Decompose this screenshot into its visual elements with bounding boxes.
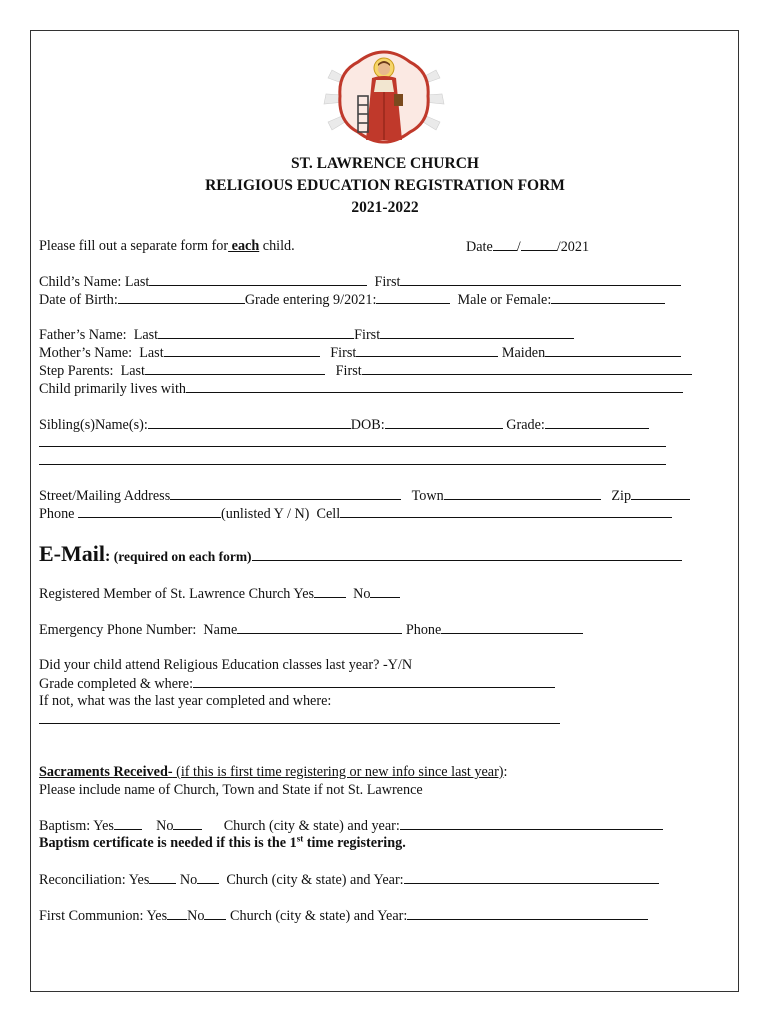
membership-row[interactable]: Registered Member of St. Lawrence Church Yes No [39, 584, 400, 603]
st-lawrence-logo [318, 48, 450, 148]
church-name: ST. LAWRENCE CHURCH [291, 155, 479, 172]
child-name-row[interactable]: Child’s Name: Last First [39, 272, 681, 291]
siblings-extra-line-2[interactable] [39, 451, 666, 470]
last-year-completed-label: If not, what was the last year completed and where: [39, 693, 332, 709]
phone-row[interactable]: Phone (unlisted Y / N) Cell [39, 504, 672, 523]
email-row[interactable]: E-Mail: (required on each form) [39, 540, 682, 571]
grade-completed-row[interactable]: Grade completed & where: [39, 674, 555, 693]
step-parents-row[interactable]: Step Parents: Last First [39, 361, 692, 380]
each-emphasis: each [228, 238, 260, 254]
child-birth-row[interactable]: Date of Birth: Grade entering 9/2021: Male or Female: [39, 290, 665, 309]
baptism-row[interactable]: Baptism: Yes No Church (city & state) and year: [39, 816, 663, 835]
first-communion-row[interactable]: First Communion: Yes No Church (city & state) and Year: [39, 906, 648, 925]
siblings-row[interactable]: Sibling(s)Name(s): DOB: Grade: [39, 415, 649, 434]
mother-name-row[interactable]: Mother’s Name: Last First Maiden [39, 343, 681, 362]
form-title: RELIGIOUS EDUCATION REGISTRATION FORM [205, 177, 565, 194]
reconciliation-row[interactable]: Reconciliation: Yes No Church (city & state) and Year: [39, 870, 659, 889]
lives-with-row[interactable]: Child primarily lives with [39, 379, 683, 398]
intro-instruction: Please fill out a separate form for each child. [39, 238, 295, 254]
siblings-extra-line-1[interactable] [39, 433, 666, 452]
address-row[interactable]: Street/Mailing Address Town Zip [39, 486, 690, 505]
baptism-certificate-note: Baptism certificate is needed if this is the 1st time registering. [39, 833, 406, 851]
emergency-row[interactable]: Emergency Phone Number: Name Phone [39, 620, 583, 639]
date-field[interactable]: Date / /2021 [466, 239, 590, 255]
sacraments-note: Please include name of Church, Town and State if not St. Lawrence [39, 782, 423, 798]
previous-year-question: Did your child attend Religious Education classes last year? -Y/N [39, 657, 413, 673]
father-name-row[interactable]: Father’s Name: Last First [39, 325, 574, 344]
school-year: 2021-2022 [351, 199, 419, 216]
sacraments-heading: Sacraments Received- (if this is first time registering or new info since last year): [39, 764, 508, 780]
last-year-completed-line[interactable] [39, 710, 560, 729]
